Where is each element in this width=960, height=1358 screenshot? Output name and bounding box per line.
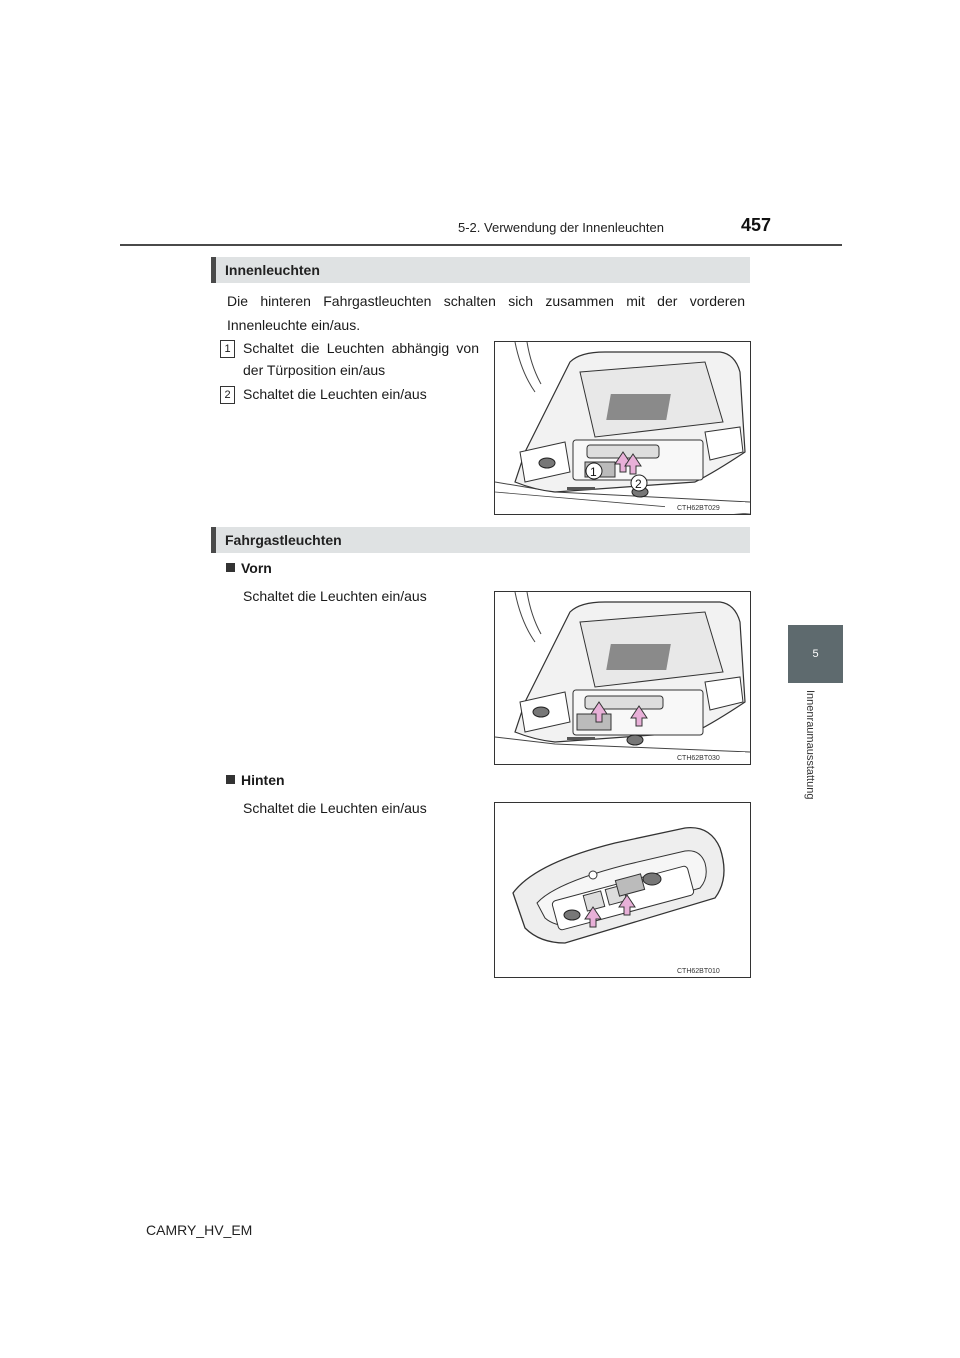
figure-rear-console — [494, 802, 751, 978]
figure-code: CTH62BT029 — [677, 505, 720, 512]
figure-illustration — [495, 592, 750, 764]
chapter-number: 5 — [812, 648, 819, 660]
step-number-2: 2 — [220, 386, 235, 404]
subheading-vorn — [226, 560, 272, 576]
running-header-section: 5-2. Verwendung der Innenleuchten — [458, 220, 664, 235]
subheading-hinten-text: Hinten — [241, 772, 285, 788]
figure-code: CTH62BT030 — [677, 755, 720, 762]
section-heading-text: Innenleuchten — [225, 262, 320, 278]
intro-paragraph: Die hinteren Fahrgastleuchten schalten sich zusammen mit der vorderen Innenleuchte ein/aus. — [227, 293, 745, 333]
hinten-text: Schaltet die Leuchten ein/aus — [243, 800, 427, 816]
chapter-tab — [788, 625, 843, 683]
footer-model-code: CAMRY_HV_EM — [146, 1222, 253, 1238]
step-text-2: Schaltet die Leuchten ein/aus — [243, 386, 427, 402]
square-bullet-icon — [226, 775, 235, 784]
figure-code: CTH62BT010 — [677, 968, 720, 975]
square-bullet-icon — [226, 563, 235, 572]
step-text-1: Schaltet die Leuchten abhängig von der Türposition ein/aus — [243, 340, 479, 378]
figure-front-console-1 — [494, 341, 751, 515]
figure-callout-1: 1 — [590, 465, 597, 479]
section-heading-innenleuchten — [211, 257, 750, 283]
subheading-vorn-text: Vorn — [241, 560, 272, 576]
header-rule — [120, 244, 842, 246]
page-number: 457 — [741, 215, 772, 235]
figure-illustration — [495, 342, 750, 514]
vorn-text: Schaltet die Leuchten ein/aus — [243, 588, 427, 604]
figure-callout-2: 2 — [635, 477, 642, 491]
section-heading-text: Fahrgastleuchten — [225, 532, 342, 548]
subheading-hinten — [226, 772, 285, 788]
section-heading-bar — [211, 257, 216, 283]
figure-illustration — [495, 803, 750, 977]
chapter-title: Innenraumausstattung — [804, 690, 816, 800]
section-heading-fahrgastleuchten — [211, 527, 750, 553]
step-number-1: 1 — [220, 340, 235, 358]
figure-front-console-2 — [494, 591, 751, 765]
section-heading-bar — [211, 527, 216, 553]
